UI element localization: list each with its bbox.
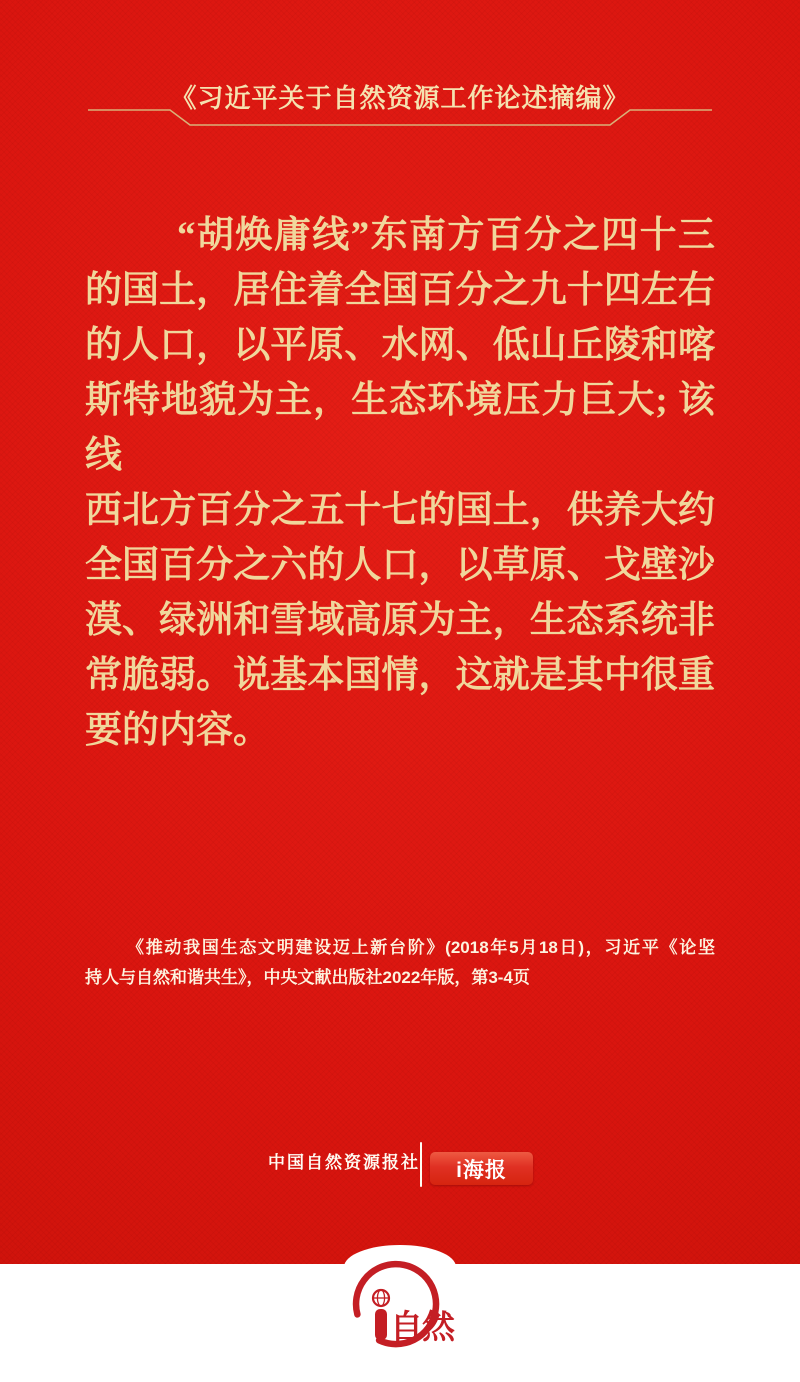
quote-body-line: “胡焕庸线”东南方百分之四十三 (177, 215, 715, 256)
i-poster-badge-label: i海报 (456, 1158, 507, 1182)
quote-body-line: 全国百分之六的人口，以草原、戈壁沙 (85, 545, 715, 586)
quote-body-line: 常脆弱。说基本国情，这就是其中很重 (85, 655, 715, 696)
citation-text (85, 933, 715, 993)
quote-body-line: 西北方百分之五十七的国土，供养大约 (85, 490, 715, 531)
quote-body-line: 要的内容。 (85, 710, 270, 751)
citation-line: 持人与自然和谐共生》，中央文献出版社2022年版，第3-4页 (85, 968, 530, 987)
quote-body-line: 斯特地貌为主，生态环境压力巨大; 该线 (85, 380, 715, 476)
inature-logo (338, 1252, 462, 1352)
i-poster-badge (430, 1152, 533, 1185)
logo-text: 自然 (390, 1310, 454, 1346)
page-title: 《习近平关于自然资源工作论述摘编》 (170, 84, 630, 113)
publisher-name: 中国自然资源报社 (268, 1153, 420, 1172)
citation-line: 《推动我国生态文明建设迈上新台阶》(2018年5月18日)，习近平《论坚 (127, 938, 715, 957)
logo-i-stem (375, 1309, 387, 1340)
footer-divider (420, 1142, 422, 1187)
globe-icon (373, 1290, 389, 1306)
quote-body-line: 的人口，以平原、水网、低山丘陵和喀 (85, 325, 715, 366)
quote-body-text (85, 208, 715, 758)
title-decorative-line (0, 100, 800, 132)
quote-body-line: 的国土，居住着全国百分之九十四左右 (85, 270, 715, 311)
quote-body-line: 漠、绿洲和雪域高原为主，生态系统非 (85, 600, 715, 641)
